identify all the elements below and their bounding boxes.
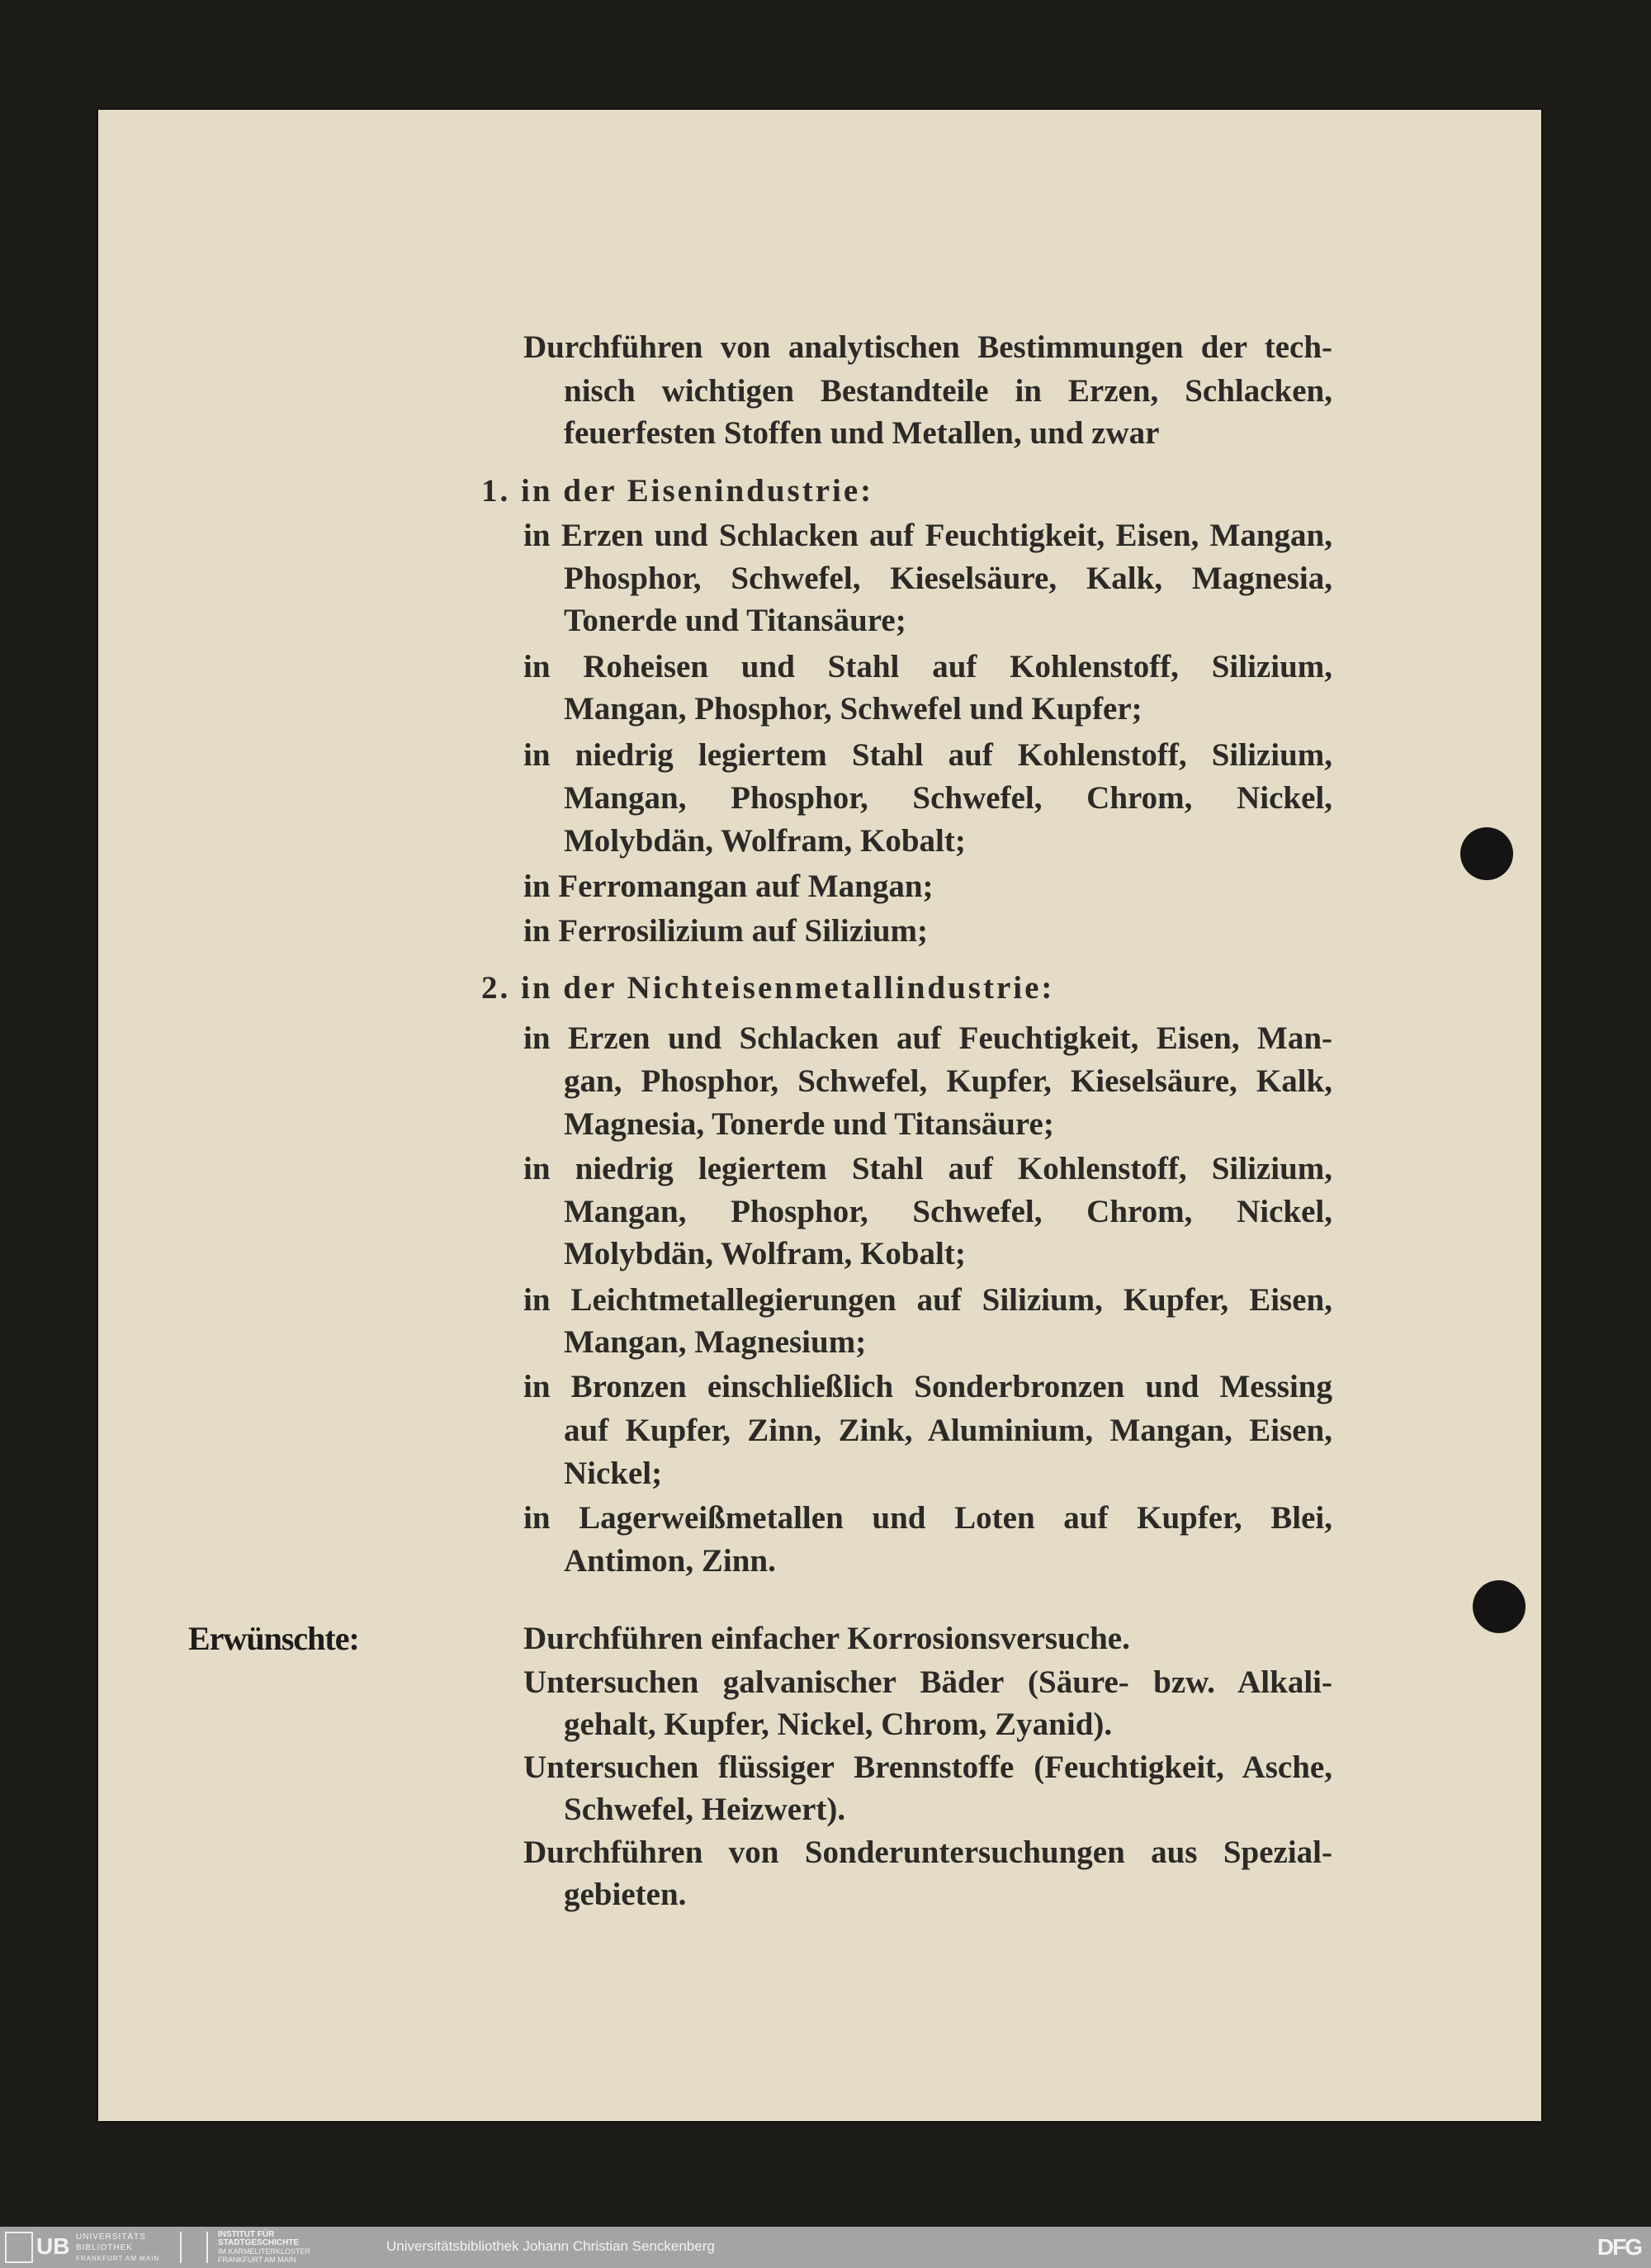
ub-name-line: FRANKFURT AM MAIN (76, 2255, 160, 2262)
text-line: Mangan, Magnesium; (564, 1324, 867, 1360)
ub-name-line: BIBLIOTHEK (76, 2243, 133, 2252)
text-line: Durchführen von analytischen Bestimmungen der tech- (523, 329, 1332, 365)
ub-logo-text: UB (36, 2233, 70, 2259)
text-line: in niedrig legiertem Stahl auf Kohlenstoff, Silizium, (523, 737, 1332, 773)
isg-name-line: STADTGESCHICHTE (218, 2238, 300, 2247)
text-line: Molybdän, Wolfram, Kobalt; (564, 823, 966, 859)
section-heading: 2. in der Nichteisenmetallindustrie: (481, 970, 1055, 1006)
section-label: Erwünschte: (188, 1620, 359, 1657)
punch-hole (1460, 827, 1513, 880)
text-line: gehalt, Kupfer, Nickel, Chrom, Zyanid). (564, 1707, 1113, 1742)
text-line: auf Kupfer, Zinn, Zink, Aluminium, Mangan, Eisen, (564, 1413, 1332, 1448)
text-line: Untersuchen flüssiger Brennstoffe (Feuchtigkeit, Asche, (523, 1750, 1332, 1785)
text-line: Antimon, Zinn. (564, 1543, 776, 1579)
text-line: feuerfesten Stoffen und Metallen, und zwar (564, 415, 1160, 451)
text-line: Mangan, Phosphor, Schwefel, Chrom, Nickel, (564, 780, 1332, 816)
text-line: Schwefel, Heizwert). (564, 1792, 846, 1827)
isg-logo-icon (180, 2232, 208, 2263)
text-line: Untersuchen galvanischer Bäder (Säure- bzw. Alkali- (523, 1664, 1332, 1700)
ub-name-line: UNIVERSITÄTS (76, 2232, 146, 2242)
text-line: Durchführen von Sonderuntersuchungen aus Spezial- (523, 1835, 1332, 1870)
text-line: in Bronzen einschließlich Sonderbronzen und Messing (523, 1369, 1332, 1404)
text-line: in Ferrosilizium auf Silizium; (523, 913, 929, 949)
text-line: Durchführen einfacher Korrosionsversuche. (523, 1621, 1130, 1656)
footer-bar (0, 2227, 1651, 2268)
ub-logo-icon (5, 2232, 33, 2263)
library-name: Universitätsbibliothek Johann Christian Senckenberg (386, 2238, 715, 2254)
text-line: Magnesia, Tonerde und Titansäure; (564, 1106, 1054, 1142)
text-line: Tonerde und Titansäure; (564, 603, 906, 638)
isg-name-line: FRANKFURT AM MAIN (218, 2256, 296, 2264)
text-line: Nickel; (564, 1456, 663, 1491)
text-line: nisch wichtigen Bestandteile in Erzen, Schlacken, (564, 373, 1332, 409)
text-line: in Ferromangan auf Mangan; (523, 869, 934, 904)
text-line: in Roheisen und Stahl auf Kohlenstoff, Silizium, (523, 649, 1332, 684)
ub-name (76, 2232, 159, 2264)
text-line: in niedrig legiertem Stahl auf Kohlenstoff, Silizium, (523, 1151, 1332, 1186)
punch-hole (1473, 1580, 1526, 1633)
text-line: Mangan, Phosphor, Schwefel und Kupfer; (564, 691, 1142, 727)
dfg-logo: DFG (1597, 2234, 1641, 2260)
text-line: in Erzen und Schlacken auf Feuchtigkeit, Eisen, Man- (523, 1020, 1332, 1056)
document-page (98, 110, 1541, 2121)
text-line: gebieten. (564, 1877, 687, 1912)
text-line: in Lagerweißmetallen und Loten auf Kupfer, Blei, (523, 1500, 1332, 1536)
text-line: in Leichtmetallegierungen auf Silizium, Kupfer, Eisen, (523, 1282, 1332, 1318)
isg-name-line: INSTITUT FÜR (218, 2230, 275, 2239)
text-line: Molybdän, Wolfram, Kobalt; (564, 1236, 966, 1271)
section-heading: 1. in der Eisenindustrie: (481, 473, 874, 509)
isg-name-line: IM KARMELITERKLOSTER (218, 2247, 311, 2256)
isg-name (218, 2231, 310, 2264)
text-line: gan, Phosphor, Schwefel, Kupfer, Kieselsäure, Kalk, (564, 1063, 1332, 1099)
text-line: in Erzen und Schlacken auf Feuchtigkeit, Eisen, Mangan, (523, 518, 1332, 553)
text-line: Phosphor, Schwefel, Kieselsäure, Kalk, Magnesia, (564, 561, 1332, 596)
text-line: Mangan, Phosphor, Schwefel, Chrom, Nickel, (564, 1194, 1332, 1229)
